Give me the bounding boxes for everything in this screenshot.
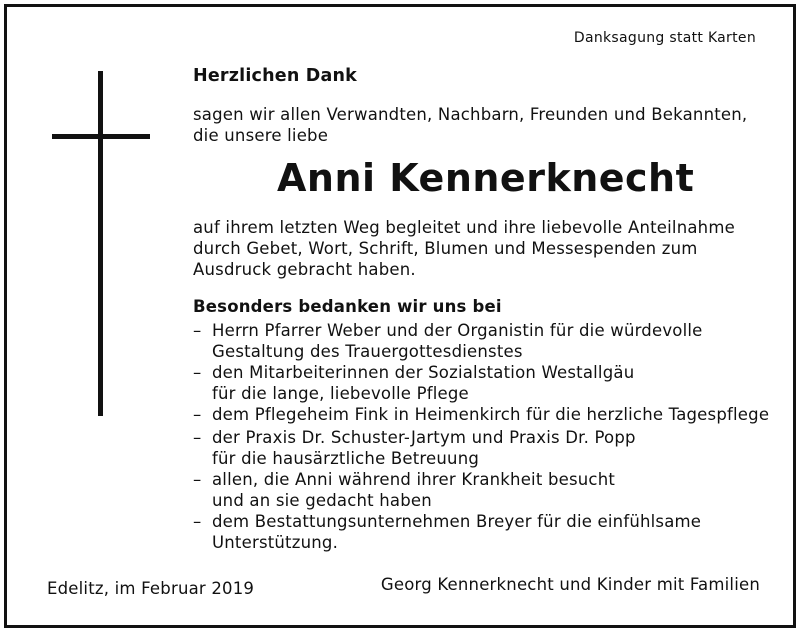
list-dash: – [193, 470, 202, 489]
list-item-line: für die lange, liebevolle Pflege [212, 384, 469, 403]
greeting-line-2: die unsere liebe [193, 126, 329, 145]
list-item-line: Gestaltung des Trauergottesdienstes [212, 342, 523, 361]
cross-horizontal-bar [52, 134, 150, 139]
list-item-line: dem Bestattungsunternehmen Breyer für die einfühlsame [212, 512, 702, 531]
list-item-line: den Mitarbeiterinnen der Sozialstation Westallgäu [212, 363, 635, 382]
deceased-name: Anni Kennerknecht [277, 156, 695, 200]
list-dash: – [193, 512, 202, 531]
cross-vertical-bar [98, 71, 103, 416]
list-item-line: für die hausärztliche Betreuung [212, 449, 480, 468]
list-dash: – [193, 428, 202, 447]
list-item-line: Unterstützung. [212, 533, 339, 552]
list-dash: – [193, 321, 202, 340]
list-item-line: und an sie gedacht haben [212, 491, 432, 510]
list-item-line: allen, die Anni während ihrer Krankheit besucht [212, 470, 616, 489]
list-item-line: dem Pflegeheim Fink in Heimenkirch für die herzliche Tagespflege [212, 405, 770, 424]
thanks-heading: Besonders bedanken wir uns bei [193, 297, 502, 316]
message-line-3: Ausdruck gebracht haben. [193, 260, 416, 279]
message-line-2: durch Gebet, Wort, Schrift, Blumen und Messespenden zum [193, 239, 698, 258]
signature: Georg Kennerknecht und Kinder mit Familien [380, 575, 760, 594]
list-item-line: der Praxis Dr. Schuster-Jartym und Praxis Dr. Popp [212, 428, 636, 447]
place-date: Edelitz, im Februar 2019 [47, 579, 255, 598]
list-dash: – [193, 363, 202, 382]
list-dash: – [193, 405, 202, 424]
top-note: Danksagung statt Karten [573, 30, 756, 46]
list-item-line: Herrn Pfarrer Weber und der Organistin für die würdevolle [212, 321, 703, 340]
message-line-1: auf ihrem letzten Weg begleitet und ihre liebevolle Anteilnahme [193, 218, 735, 237]
greeting-line-1: sagen wir allen Verwandten, Nachbarn, Freunden und Bekannten, [193, 105, 748, 124]
greeting-heading: Herzlichen Dank [193, 66, 358, 86]
